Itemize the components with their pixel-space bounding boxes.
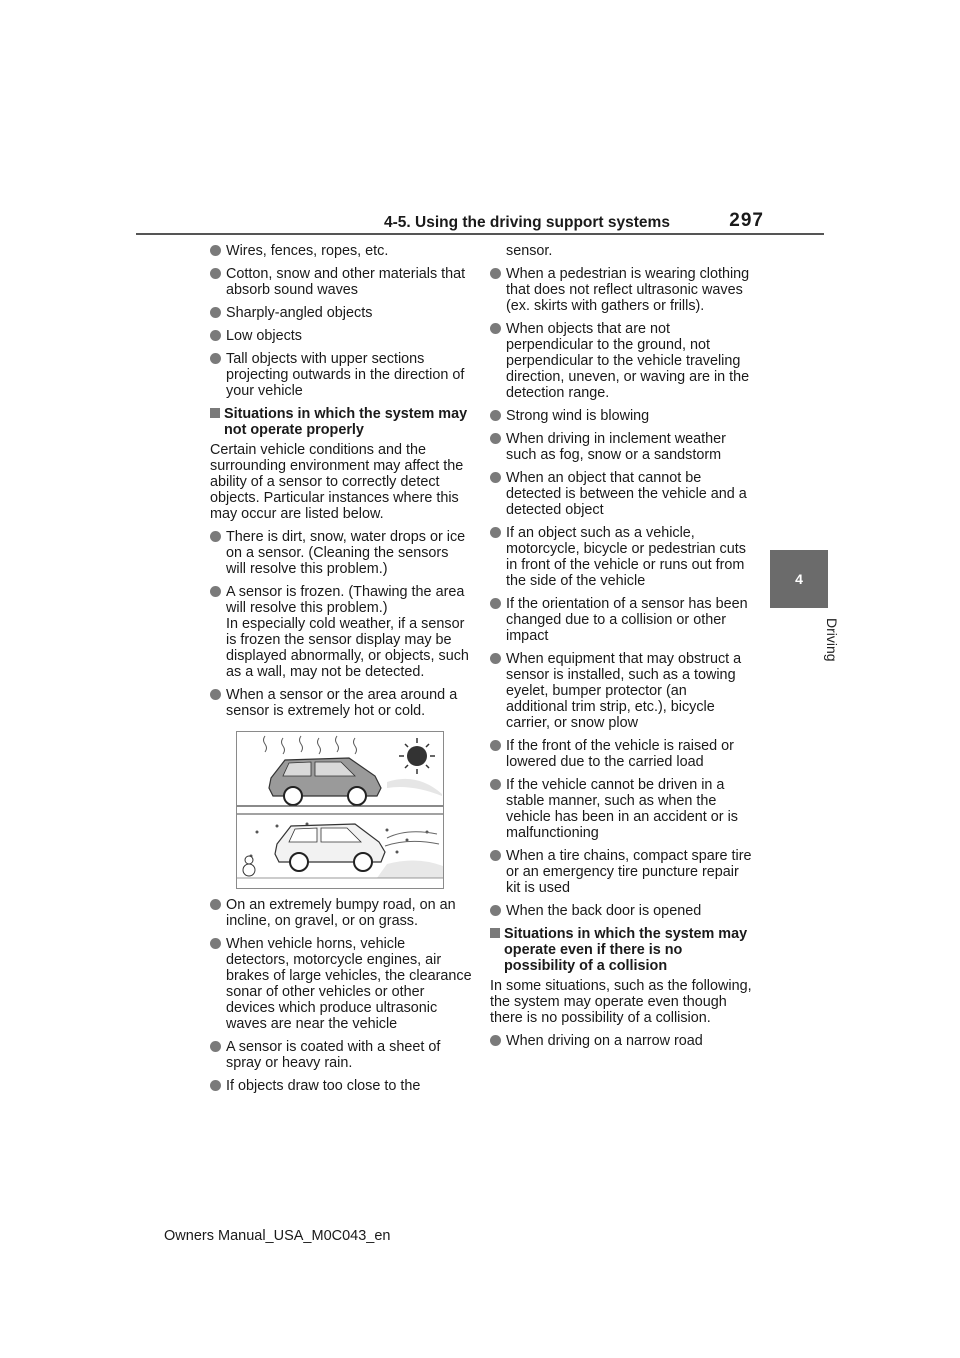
bullet-icon: [490, 1035, 501, 1046]
list-item: There is dirt, snow, water drops or ice on a sensor. (Cleaning the sensors will resolve this problem.): [210, 529, 472, 577]
bullet-icon: [490, 268, 501, 279]
bullet-icon: [490, 905, 501, 916]
bullet-icon: [210, 1041, 221, 1052]
list-item: If an object such as a vehicle, motorcycle, bicycle or pedestrian cuts in front of the vehicle or runs out from the side of the vehicle: [490, 525, 752, 589]
bullet-icon: [490, 653, 501, 664]
list-item: A sensor is coated with a sheet of spray or heavy rain.: [210, 1039, 472, 1071]
bullet-icon: [490, 740, 501, 751]
list-item: Sharply-angled objects: [210, 305, 472, 321]
bullet-icon: [210, 1080, 221, 1091]
bullet-icon: [210, 586, 221, 597]
bullet-icon: [210, 268, 221, 279]
list-item: When driving on a narrow road: [490, 1033, 752, 1049]
bullet-icon: [490, 779, 501, 790]
bullet-icon: [490, 410, 501, 421]
list-item: Tall objects with upper sections projecting outwards in the direction of your vehicle: [210, 351, 472, 399]
right-column: [490, 243, 752, 1056]
page-header: [384, 204, 764, 232]
list-item: If the orientation of a sensor has been changed due to a collision or other impact: [490, 596, 752, 644]
section-heading: Situations in which the system may not operate properly: [210, 406, 472, 438]
list-item: When equipment that may obstruct a sensor is installed, such as a towing eyelet, bumper protector (an additional trim strip, etc.), bicycle carrier, or snow plow: [490, 651, 752, 731]
square-bullet-icon: [210, 408, 220, 418]
bullet-icon: [210, 353, 221, 364]
bullet-icon: [210, 307, 221, 318]
list-item: When vehicle horns, vehicle detectors, motorcycle engines, air brakes of large vehicles, the clearance sonar of other vehicles or other devices which produce ultrasonic waves are near the vehicle: [210, 936, 472, 1032]
bullet-icon: [210, 938, 221, 949]
left-column: [210, 243, 472, 1101]
list-item: If the vehicle cannot be driven in a stable manner, such as when the vehicle has been in an accident or is malfunctioning: [490, 777, 752, 841]
bullet-icon: [210, 245, 221, 256]
list-item: Strong wind is blowing: [490, 408, 752, 424]
list-item: If the front of the vehicle is raised or lowered due to the carried load: [490, 738, 752, 770]
chapter-label: Driving: [824, 618, 840, 662]
bullet-icon: [490, 323, 501, 334]
continued-text: sensor.: [506, 243, 553, 259]
illustration-hot-cold-vehicle: [236, 731, 444, 889]
bullet-icon: [210, 899, 221, 910]
bullet-icon: [490, 850, 501, 861]
bullet-icon: [490, 598, 501, 609]
square-bullet-icon: [490, 928, 500, 938]
list-item: When a tire chains, compact spare tire or an emergency tire puncture repair kit is used: [490, 848, 752, 896]
list-item: When the back door is opened: [490, 903, 752, 919]
list-item: A sensor is frozen. (Thawing the area will resolve this problem.) In especially cold weather, if a sensor is frozen the sensor display may be displayed abnormally, or objects, such as a wall, may not be detected.: [210, 584, 472, 680]
bullet-icon: [210, 689, 221, 700]
page-number: 297: [729, 210, 764, 231]
paragraph: In some situations, such as the following, the system may operate even though there is no possibility of a collision.: [490, 978, 752, 1026]
chapter-tab: 4: [770, 550, 828, 608]
bullet-icon: [210, 330, 221, 341]
list-item: When a sensor or the area around a sensor is extremely hot or cold.: [210, 687, 472, 719]
paragraph: Certain vehicle conditions and the surrounding environment may affect the ability of a sensor to correctly detect objects. Particular instances where this may occur are listed below.: [210, 442, 464, 522]
bullet-icon: [210, 531, 221, 542]
list-item: Cotton, snow and other materials that absorb sound waves: [210, 266, 472, 298]
bullet-icon: [490, 472, 501, 483]
list-item: When an object that cannot be detected is between the vehicle and a detected object: [490, 470, 752, 518]
list-item: Wires, fences, ropes, etc.: [210, 243, 472, 259]
footer-document-id: Owners Manual_USA_M0C043_en: [164, 1228, 391, 1244]
list-item: When driving in inclement weather such as fog, snow or a sandstorm: [490, 431, 752, 463]
section-title: 4-5. Using the driving support systems: [384, 214, 670, 231]
bullet-icon: [490, 527, 501, 538]
section-heading: Situations in which the system may operate even if there is no possibility of a collision: [490, 926, 752, 974]
list-item: When objects that are not perpendicular to the ground, not perpendicular to the vehicle traveling direction, uneven, or waving are in the detection range.: [490, 321, 752, 401]
list-item: On an extremely bumpy road, on an incline, on gravel, or on grass.: [210, 897, 472, 929]
list-item: When a pedestrian is wearing clothing that does not reflect ultrasonic waves (ex. skirts with gathers or frills).: [490, 266, 752, 314]
frozen-note: In especially cold weather, if a sensor is frozen the sensor display may be displayed abnormally, or objects, such as a wall, may not be detected.: [226, 616, 469, 680]
header-rule: [136, 233, 824, 235]
list-item: Low objects: [210, 328, 472, 344]
bullet-icon: [490, 433, 501, 444]
list-item: If objects draw too close to the: [210, 1078, 472, 1094]
vehicle-weather-illustration: [237, 732, 443, 888]
